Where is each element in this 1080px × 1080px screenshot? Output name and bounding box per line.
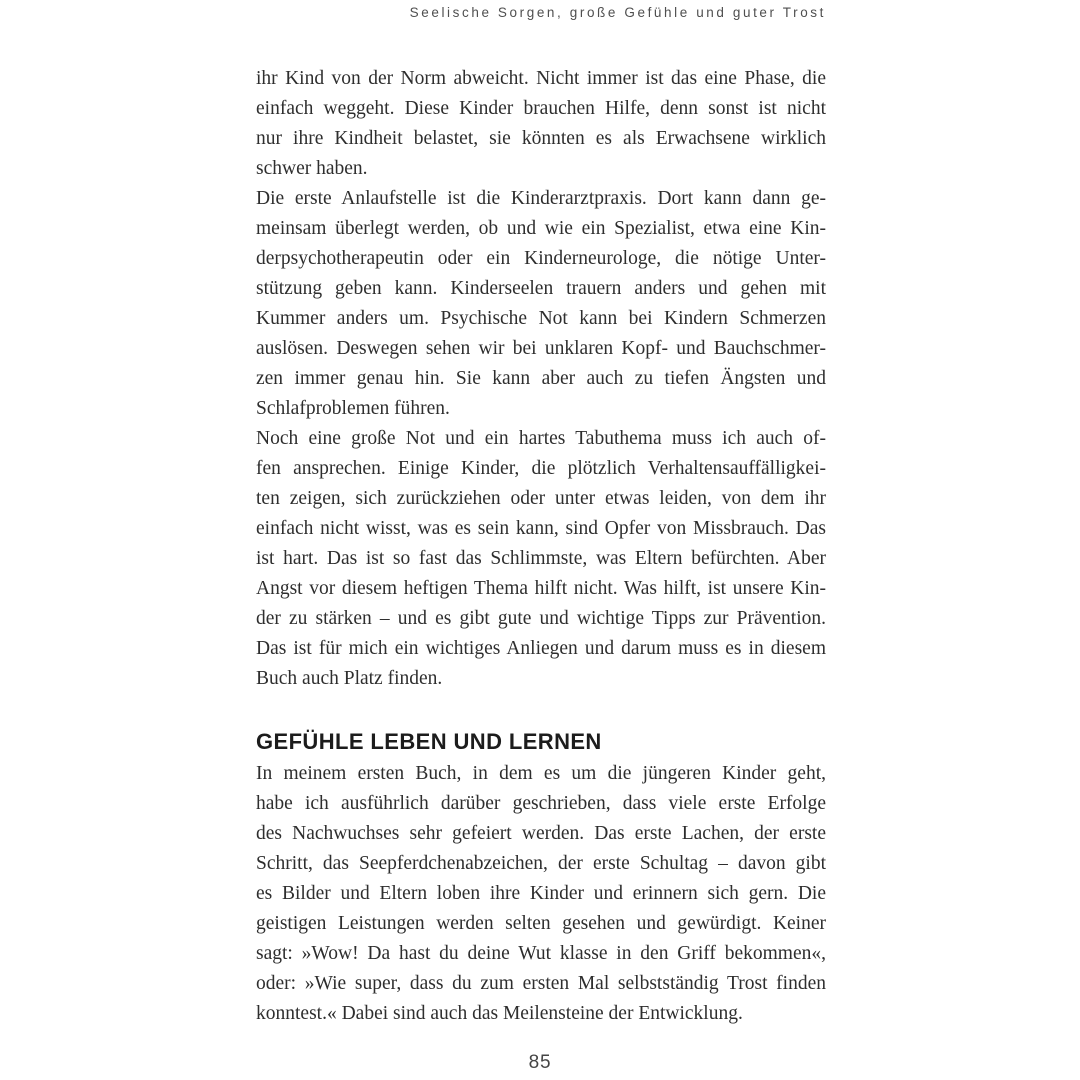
body-line: ihr Kind von der Norm abweicht. Nicht immer ist das eine Phase, die [256, 68, 826, 89]
body-line: der zu stärken – und es gibt gute und wichtige Tipps zur Prävention. [256, 608, 826, 629]
paragraph [256, 64, 826, 184]
body-line: derpsychotherapeutin oder ein Kinderneurologe, die nötige Unter- [256, 248, 826, 269]
body-line: Noch eine große Not und ein hartes Tabuthema muss ich auch of- [256, 428, 826, 449]
body-line: Schlafproblemen führen. [256, 398, 450, 419]
body-line: Die erste Anlaufstelle ist die Kinderarztpraxis. Dort kann dann ge- [256, 188, 826, 209]
body-line: Angst vor diesem heftigen Thema hilft nicht. Was hilft, ist unsere Kin- [256, 578, 826, 599]
running-header: Seelische Sorgen, große Gefühle und guter Trost [409, 5, 826, 20]
paragraph [256, 184, 826, 424]
body-line: ten zeigen, sich zurückziehen oder unter etwas leiden, von dem ihr [256, 488, 826, 509]
body-line: schwer haben. [256, 158, 368, 179]
body-line: einfach weggeht. Diese Kinder brauchen Hilfe, denn sonst ist nicht [256, 98, 826, 119]
body-line: oder: »Wie super, dass du zum ersten Mal selbstständig Trost finden [256, 973, 826, 994]
body-line: Schritt, das Seepferdchenabzeichen, der erste Schultag – davon gibt [256, 853, 826, 874]
body-line: Das ist für mich ein wichtiges Anliegen und darum muss es in diesem [256, 638, 826, 659]
body-line: einfach nicht wisst, was es sein kann, sind Opfer von Missbrauch. Das [256, 518, 826, 539]
page-number: 85 [528, 1052, 552, 1073]
body-line: es Bilder und Eltern loben ihre Kinder und erinnern sich gern. Die [256, 883, 826, 904]
body-line: geistigen Leistungen werden selten gesehen und gewürdigt. Keiner [256, 913, 826, 934]
body-line: sagt: »Wow! Da hast du deine Wut klasse in den Griff bekommen«, [256, 943, 826, 964]
text-column [256, 64, 826, 1029]
paragraph [256, 759, 826, 1029]
body-line: stützung geben kann. Kinderseelen trauern anders und gehen mit [256, 278, 826, 299]
body-line: In meinem ersten Buch, in dem es um die jüngeren Kinder geht, [256, 763, 826, 784]
section-heading: GEFÜHLE LEBEN UND LERNEN [256, 729, 602, 754]
body-line: fen ansprechen. Einige Kinder, die plötzlich Verhaltensauffälligkei- [256, 458, 826, 479]
body-line: konntest.« Dabei sind auch das Meilensteine der Entwicklung. [256, 1003, 743, 1024]
body-line: ist hart. Das ist so fast das Schlimmste, was Eltern befürchten. Aber [256, 548, 826, 569]
body-line: habe ich ausführlich darüber geschrieben, dass viele erste Erfolge [256, 793, 826, 814]
body-line: meinsam überlegt werden, ob und wie ein Spezialist, etwa eine Kin- [256, 218, 826, 239]
body-line: zen immer genau hin. Sie kann aber auch zu tiefen Ängsten und [256, 368, 826, 389]
body-line: Kummer anders um. Psychische Not kann bei Kindern Schmerzen [256, 308, 826, 329]
paragraph [256, 424, 826, 694]
body-line: des Nachwuchses sehr gefeiert werden. Das erste Lachen, der erste [256, 823, 826, 844]
body-line: auslösen. Deswegen sehen wir bei unklaren Kopf- und Bauchschmer- [256, 338, 826, 359]
body-line: nur ihre Kindheit belastet, sie könnten es als Erwachsene wirklich [256, 128, 826, 149]
body-line: Buch auch Platz finden. [256, 668, 443, 689]
